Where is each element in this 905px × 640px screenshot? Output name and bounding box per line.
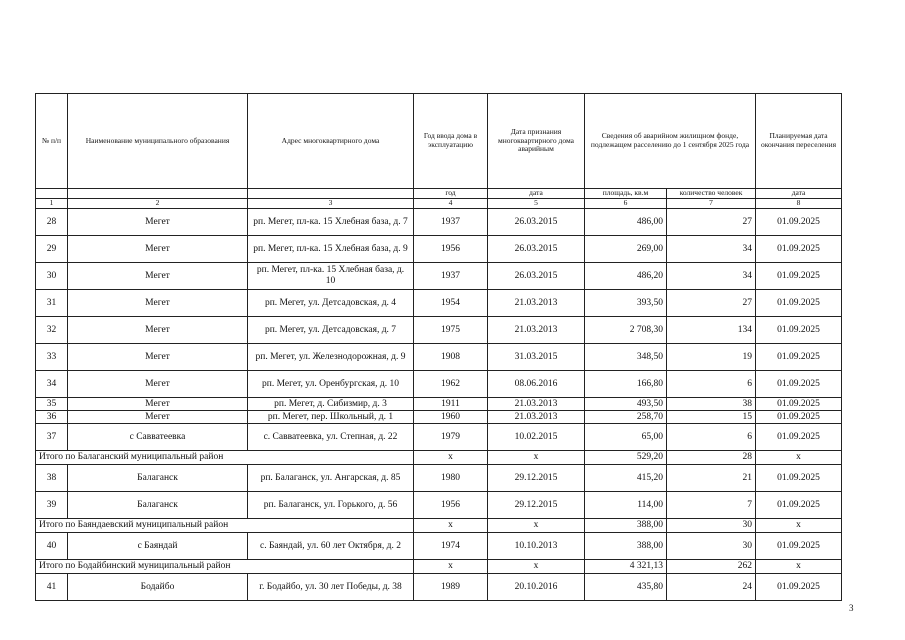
- year-cell: 1956: [414, 492, 488, 519]
- address-cell: г. Бодайбо, ул. 30 лет Победы, д. 38: [248, 574, 414, 601]
- people-count-cell: 27: [667, 290, 756, 317]
- area-cell: 486,00: [585, 209, 667, 236]
- year-cell: 1937: [414, 209, 488, 236]
- address-cell: рп. Мегет, пл-ка. 15 Хлебная база, д. 7: [248, 209, 414, 236]
- table-row: [36, 411, 842, 424]
- district-total-row: [36, 560, 842, 574]
- unit-year: год: [414, 189, 488, 199]
- address-cell: рп. Мегет, ул. Детсадовская, д. 7: [248, 317, 414, 344]
- recognition-date-cell: 21.03.2013: [488, 411, 585, 424]
- municipality-cell: с Баяндай: [68, 533, 248, 560]
- column-index: 7: [667, 199, 756, 209]
- column-index: 2: [68, 199, 248, 209]
- header-planned-date: Планируемая дата окончания переселения: [756, 94, 842, 189]
- municipality-cell: Мегет: [68, 371, 248, 398]
- planned-date-cell: 01.09.2025: [756, 465, 842, 492]
- year-cell: 1989: [414, 574, 488, 601]
- recognition-date-cell: 26.03.2015: [488, 263, 585, 290]
- table-row: [36, 371, 842, 398]
- column-index-row: [36, 199, 842, 209]
- recognition-date-cell: 26.03.2015: [488, 236, 585, 263]
- row-number: 32: [36, 317, 68, 344]
- total-date-cell: х: [488, 519, 585, 533]
- total-area-cell: 529,20: [585, 451, 667, 465]
- total-year-cell: х: [414, 451, 488, 465]
- municipality-cell: Мегет: [68, 236, 248, 263]
- planned-date-cell: 01.09.2025: [756, 411, 842, 424]
- table-row: [36, 290, 842, 317]
- address-cell: с. Савватеевка, ул. Степная, д. 22: [248, 424, 414, 451]
- total-people-cell: 28: [667, 451, 756, 465]
- address-cell: рп. Мегет, ул. Железнодорожная, д. 9: [248, 344, 414, 371]
- people-count-cell: 6: [667, 424, 756, 451]
- table-row: [36, 574, 842, 601]
- municipality-cell: с Савватеевка: [68, 424, 248, 451]
- planned-date-cell: 01.09.2025: [756, 290, 842, 317]
- people-count-cell: 21: [667, 465, 756, 492]
- row-number: 41: [36, 574, 68, 601]
- people-count-cell: 24: [667, 574, 756, 601]
- area-cell: 415,20: [585, 465, 667, 492]
- total-year-cell: х: [414, 560, 488, 574]
- people-count-cell: 6: [667, 371, 756, 398]
- recognition-date-cell: 26.03.2015: [488, 209, 585, 236]
- municipality-cell: Мегет: [68, 317, 248, 344]
- table-row: [36, 465, 842, 492]
- table-row: [36, 533, 842, 560]
- people-count-cell: 30: [667, 533, 756, 560]
- planned-date-cell: 01.09.2025: [756, 492, 842, 519]
- area-cell: 2 708,30: [585, 317, 667, 344]
- municipality-cell: Мегет: [68, 411, 248, 424]
- table-row: [36, 424, 842, 451]
- row-number: 35: [36, 398, 68, 411]
- column-index: 6: [585, 199, 667, 209]
- year-cell: 1975: [414, 317, 488, 344]
- people-count-cell: 34: [667, 263, 756, 290]
- year-cell: 1956: [414, 236, 488, 263]
- row-number: 31: [36, 290, 68, 317]
- total-planned-cell: х: [756, 560, 842, 574]
- people-count-cell: 15: [667, 411, 756, 424]
- area-cell: 486,20: [585, 263, 667, 290]
- recognition-date-cell: 20.10.2016: [488, 574, 585, 601]
- area-cell: 65,00: [585, 424, 667, 451]
- address-cell: рп. Мегет, пер. Школьный, д. 1: [248, 411, 414, 424]
- recognition-date-cell: 21.03.2013: [488, 290, 585, 317]
- unit-area: площадь, кв.м: [585, 189, 667, 199]
- total-people-cell: 30: [667, 519, 756, 533]
- district-total-row: [36, 451, 842, 465]
- people-count-cell: 34: [667, 236, 756, 263]
- address-cell: рп. Мегет, д. Сибизмир, д. 3: [248, 398, 414, 411]
- area-cell: 258,70: [585, 411, 667, 424]
- people-count-cell: 7: [667, 492, 756, 519]
- column-index: 3: [248, 199, 414, 209]
- year-cell: 1960: [414, 411, 488, 424]
- planned-date-cell: 01.09.2025: [756, 371, 842, 398]
- recognition-date-cell: 10.10.2013: [488, 533, 585, 560]
- row-number: 37: [36, 424, 68, 451]
- recognition-date-cell: 21.03.2013: [488, 398, 585, 411]
- column-index: 4: [414, 199, 488, 209]
- header-num: № п/п: [36, 94, 68, 189]
- area-cell: 114,00: [585, 492, 667, 519]
- row-number: 36: [36, 411, 68, 424]
- total-planned-cell: х: [756, 519, 842, 533]
- area-cell: 348,50: [585, 344, 667, 371]
- planned-date-cell: 01.09.2025: [756, 263, 842, 290]
- municipality-cell: Бодайбо: [68, 574, 248, 601]
- planned-date-cell: 01.09.2025: [756, 209, 842, 236]
- row-number: 40: [36, 533, 68, 560]
- page-number: 3: [849, 603, 854, 613]
- area-cell: 493,50: [585, 398, 667, 411]
- district-total-label: Итого по Бодайбинский муниципальный район: [36, 560, 414, 574]
- table-row: [36, 236, 842, 263]
- total-planned-cell: х: [756, 451, 842, 465]
- table-row: [36, 317, 842, 344]
- municipality-cell: Мегет: [68, 209, 248, 236]
- table-row: [36, 263, 842, 290]
- recognition-date-cell: 08.06.2016: [488, 371, 585, 398]
- area-cell: 388,00: [585, 533, 667, 560]
- address-cell: с. Баяндай, ул. 60 лет Октября, д. 2: [248, 533, 414, 560]
- table-row: [36, 209, 842, 236]
- header-municipality: Наименование муниципального образования: [68, 94, 248, 189]
- emergency-housing-table: [35, 93, 842, 601]
- total-date-cell: х: [488, 451, 585, 465]
- planned-date-cell: 01.09.2025: [756, 344, 842, 371]
- planned-date-cell: 01.09.2025: [756, 317, 842, 344]
- district-total-label: Итого по Баяндаевский муниципальный район: [36, 519, 414, 533]
- municipality-cell: Балаганск: [68, 492, 248, 519]
- header-fund-info: Сведения об аварийном жилищном фонде, подлежащем расселению до 1 сентября 2025 года: [585, 94, 756, 189]
- area-cell: 166,80: [585, 371, 667, 398]
- municipality-cell: Мегет: [68, 344, 248, 371]
- planned-date-cell: 01.09.2025: [756, 574, 842, 601]
- people-count-cell: 38: [667, 398, 756, 411]
- year-cell: 1937: [414, 263, 488, 290]
- year-cell: 1980: [414, 465, 488, 492]
- table-row: [36, 492, 842, 519]
- recognition-date-cell: 10.02.2015: [488, 424, 585, 451]
- header-date: Дата признания многоквартирного дома аварийным: [488, 94, 585, 189]
- table-row: [36, 398, 842, 411]
- recognition-date-cell: 29.12.2015: [488, 492, 585, 519]
- total-date-cell: х: [488, 560, 585, 574]
- people-count-cell: 27: [667, 209, 756, 236]
- document-sheet: [35, 93, 842, 601]
- recognition-date-cell: 31.03.2015: [488, 344, 585, 371]
- total-area-cell: 388,00: [585, 519, 667, 533]
- unit-planned: дата: [756, 189, 842, 199]
- row-number: 30: [36, 263, 68, 290]
- row-number: 38: [36, 465, 68, 492]
- planned-date-cell: 01.09.2025: [756, 236, 842, 263]
- address-cell: рп. Балаганск, ул. Горького, д. 56: [248, 492, 414, 519]
- municipality-cell: Мегет: [68, 398, 248, 411]
- header-year: Год ввода дома в эксплуатацию: [414, 94, 488, 189]
- row-number: 39: [36, 492, 68, 519]
- unit-people: количество человек: [667, 189, 756, 199]
- header-address: Адрес многоквартирного дома: [248, 94, 414, 189]
- municipality-cell: Балаганск: [68, 465, 248, 492]
- row-number: 34: [36, 371, 68, 398]
- municipality-cell: Мегет: [68, 263, 248, 290]
- column-index: 8: [756, 199, 842, 209]
- district-total-label: Итого по Балаганский муниципальный район: [36, 451, 414, 465]
- row-number: 29: [36, 236, 68, 263]
- planned-date-cell: 01.09.2025: [756, 533, 842, 560]
- people-count-cell: 134: [667, 317, 756, 344]
- address-cell: рп. Мегет, пл-ка. 15 Хлебная база, д. 9: [248, 236, 414, 263]
- total-area-cell: 4 321,13: [585, 560, 667, 574]
- year-cell: 1962: [414, 371, 488, 398]
- table-row: [36, 344, 842, 371]
- planned-date-cell: 01.09.2025: [756, 398, 842, 411]
- year-cell: 1974: [414, 533, 488, 560]
- district-total-row: [36, 519, 842, 533]
- area-cell: 435,80: [585, 574, 667, 601]
- address-cell: рп. Мегет, ул. Оренбургская, д. 10: [248, 371, 414, 398]
- municipality-cell: Мегет: [68, 290, 248, 317]
- address-cell: рп. Мегет, пл-ка. 15 Хлебная база, д. 10: [248, 263, 414, 290]
- area-cell: 393,50: [585, 290, 667, 317]
- address-cell: рп. Мегет, ул. Детсадовская, д. 4: [248, 290, 414, 317]
- total-people-cell: 262: [667, 560, 756, 574]
- year-cell: 1908: [414, 344, 488, 371]
- address-cell: рп. Балаганск, ул. Ангарская, д. 85: [248, 465, 414, 492]
- area-cell: 269,00: [585, 236, 667, 263]
- unit-date: дата: [488, 189, 585, 199]
- column-index: 5: [488, 199, 585, 209]
- year-cell: 1979: [414, 424, 488, 451]
- total-year-cell: х: [414, 519, 488, 533]
- year-cell: 1954: [414, 290, 488, 317]
- planned-date-cell: 01.09.2025: [756, 424, 842, 451]
- row-number: 33: [36, 344, 68, 371]
- year-cell: 1911: [414, 398, 488, 411]
- recognition-date-cell: 29.12.2015: [488, 465, 585, 492]
- people-count-cell: 19: [667, 344, 756, 371]
- recognition-date-cell: 21.03.2013: [488, 317, 585, 344]
- column-index: 1: [36, 199, 68, 209]
- row-number: 28: [36, 209, 68, 236]
